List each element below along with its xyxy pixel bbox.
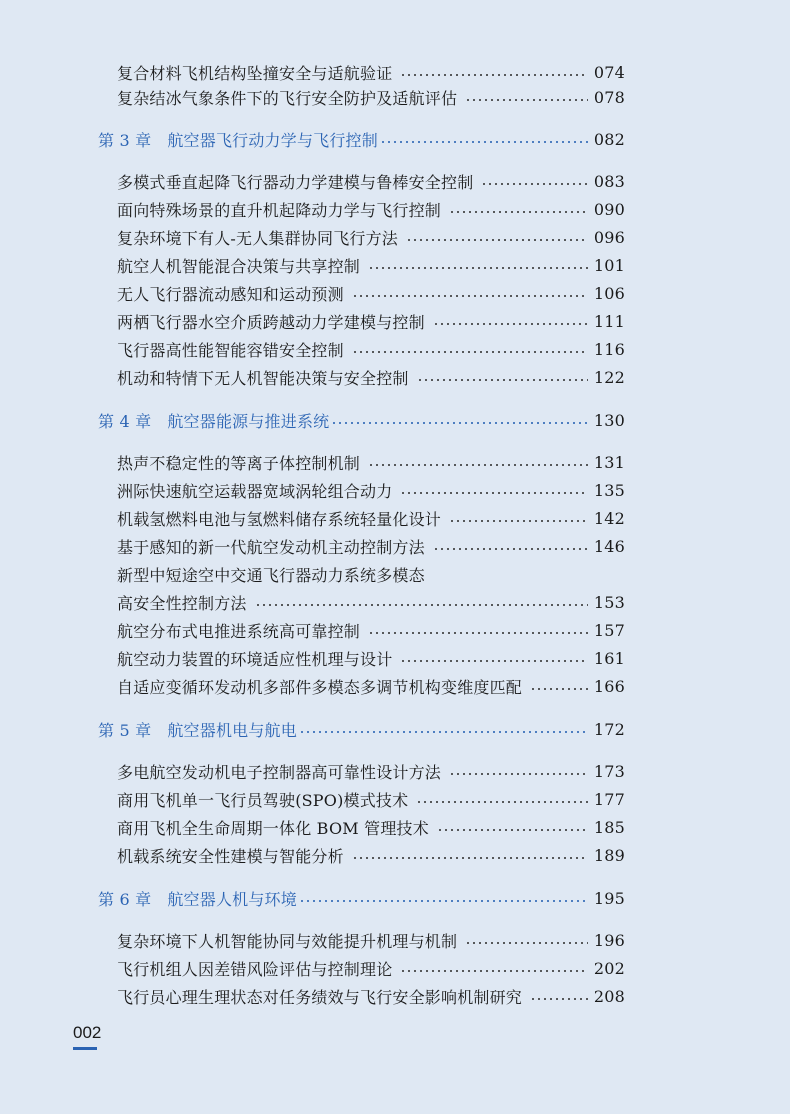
page-number-underline bbox=[73, 1047, 97, 1050]
toc-entry[interactable] bbox=[117, 532, 625, 560]
toc-entry-page: 116 bbox=[593, 339, 625, 359]
toc-entry[interactable] bbox=[117, 83, 625, 111]
chapter-number: 第 4 章 bbox=[98, 411, 152, 431]
toc-entry-line[interactable] bbox=[117, 560, 625, 588]
toc-chapter-3[interactable] bbox=[98, 125, 625, 153]
toc-entry-page: 166 bbox=[593, 676, 625, 696]
dot-leader bbox=[417, 379, 588, 381]
toc-entry-title: 航空动力装置的环境适应性机理与设计 bbox=[117, 649, 393, 669]
toc-entry-title: 复杂环境下有人-无人集群协同飞行方法 bbox=[117, 228, 399, 248]
toc-entry-title: 热声不稳定性的等离子体控制机制 bbox=[117, 453, 361, 473]
toc-entry[interactable] bbox=[117, 588, 625, 616]
toc-entry[interactable] bbox=[117, 616, 625, 644]
toc-entry-title: 机载系统安全性建模与智能分析 bbox=[117, 846, 344, 866]
toc-entry[interactable] bbox=[117, 335, 625, 363]
toc-entry-page: 078 bbox=[593, 87, 625, 107]
toc-entry-page: 111 bbox=[593, 311, 625, 331]
dot-leader bbox=[437, 829, 588, 831]
toc-chapter-4[interactable] bbox=[98, 406, 625, 434]
toc-entry[interactable] bbox=[117, 167, 625, 195]
toc-entry-title: 两栖飞行器水空介质跨越动力学建模与控制 bbox=[117, 312, 425, 332]
toc-entry-title: 机载氢燃料电池与氢燃料储存系统轻量化设计 bbox=[117, 509, 442, 529]
toc-entry-page: 122 bbox=[593, 367, 625, 387]
toc-entry-title: 飞行员心理生理状态对任务绩效与飞行安全影响机制研究 bbox=[117, 987, 523, 1007]
toc-entry-page: 083 bbox=[593, 171, 625, 191]
toc-entry[interactable] bbox=[117, 251, 625, 279]
toc-entry-title: 复杂结冰气象条件下的飞行安全防护及适航评估 bbox=[117, 88, 458, 108]
dot-leader bbox=[352, 351, 588, 353]
dot-leader bbox=[380, 141, 588, 143]
dot-leader bbox=[530, 998, 588, 1000]
toc-entry[interactable] bbox=[117, 476, 625, 504]
toc-entry[interactable] bbox=[117, 982, 625, 1010]
toc-entry-title: 自适应变循环发动机多部件多模态多调节机构变维度匹配 bbox=[117, 677, 523, 697]
toc-entry-title: 机动和特情下无人机智能决策与安全控制 bbox=[117, 368, 409, 388]
toc-entry-title: 面向特殊场景的直升机起降动力学与飞行控制 bbox=[117, 200, 442, 220]
dot-leader bbox=[400, 660, 587, 662]
page-number: 002 bbox=[73, 1023, 102, 1042]
toc-entry-page: 090 bbox=[593, 199, 625, 219]
toc-entry-title: 新型中短途空中交通飞行器动力系统多模态 bbox=[117, 565, 425, 585]
toc-entry-page: 131 bbox=[593, 452, 625, 472]
toc-entry-title: 洲际快速航空运载器宽域涡轮组合动力 bbox=[117, 481, 393, 501]
dot-leader bbox=[352, 857, 588, 859]
toc-entry[interactable] bbox=[117, 363, 625, 391]
dot-leader bbox=[352, 295, 588, 297]
dot-leader bbox=[449, 773, 588, 775]
toc-entry-page: 208 bbox=[593, 986, 625, 1006]
dot-leader bbox=[331, 422, 587, 424]
dot-leader bbox=[255, 604, 588, 606]
dot-leader bbox=[400, 970, 587, 972]
toc-entry-title: 多模式垂直起降飞行器动力学建模与鲁棒安全控制 bbox=[117, 172, 474, 192]
dot-leader bbox=[368, 632, 588, 634]
toc-entry-title: 飞行器高性能智能容错安全控制 bbox=[117, 340, 344, 360]
dot-leader bbox=[465, 99, 588, 101]
toc-entry-title: 无人飞行器流动感知和运动预测 bbox=[117, 284, 344, 304]
dot-leader bbox=[416, 801, 588, 803]
dot-leader bbox=[433, 548, 588, 550]
dot-leader bbox=[400, 74, 587, 76]
toc-entry-page: 189 bbox=[593, 845, 625, 865]
chapter-page: 130 bbox=[593, 410, 625, 430]
toc-entry[interactable] bbox=[117, 223, 625, 251]
toc-entry-title: 复杂环境下人机智能协同与效能提升机理与机制 bbox=[117, 931, 458, 951]
toc-entry[interactable] bbox=[117, 195, 625, 223]
dot-leader bbox=[299, 900, 588, 902]
toc-chapter-5[interactable] bbox=[98, 715, 625, 743]
toc-entry-title: 高安全性控制方法 bbox=[117, 593, 247, 613]
toc-entry[interactable] bbox=[117, 279, 625, 307]
dot-leader bbox=[406, 239, 588, 241]
toc-entry-page: 185 bbox=[593, 817, 625, 837]
toc-entry-page: 173 bbox=[593, 761, 625, 781]
toc-entry[interactable] bbox=[117, 58, 625, 86]
toc-entry-page: 101 bbox=[593, 255, 625, 275]
chapter-number: 第 5 章 bbox=[98, 720, 152, 740]
toc-entry[interactable] bbox=[117, 841, 625, 869]
dot-leader bbox=[400, 492, 587, 494]
toc-entry-page: 196 bbox=[593, 930, 625, 950]
toc-entry[interactable] bbox=[117, 813, 625, 841]
toc-entry[interactable] bbox=[117, 785, 625, 813]
dot-leader bbox=[299, 731, 588, 733]
toc-entry[interactable] bbox=[117, 926, 625, 954]
toc-entry-page: 157 bbox=[593, 620, 625, 640]
chapter-number: 第 6 章 bbox=[98, 889, 152, 909]
toc-entry-title: 多电航空发动机电子控制器高可靠性设计方法 bbox=[117, 762, 442, 782]
toc-entry-title: 飞行机组人因差错风险评估与控制理论 bbox=[117, 959, 393, 979]
toc-entry-page: 142 bbox=[593, 508, 625, 528]
chapter-page: 082 bbox=[593, 129, 625, 149]
chapter-number: 第 3 章 bbox=[98, 130, 152, 150]
chapter-title: 航空器能源与推进系统 bbox=[167, 411, 330, 431]
toc-entry-title: 航空分布式电推进系统高可靠控制 bbox=[117, 621, 361, 641]
toc-entry[interactable] bbox=[117, 644, 625, 672]
chapter-title: 航空器机电与航电 bbox=[167, 720, 297, 740]
toc-entry-title: 复合材料飞机结构坠撞安全与适航验证 bbox=[117, 63, 393, 83]
toc-entry-page: 106 bbox=[593, 283, 625, 303]
toc-entry-title: 航空人机智能混合决策与共享控制 bbox=[117, 256, 361, 276]
dot-leader bbox=[368, 464, 588, 466]
dot-leader bbox=[530, 688, 588, 690]
toc-entry[interactable] bbox=[117, 504, 625, 532]
chapter-page: 172 bbox=[593, 719, 625, 739]
toc-entry[interactable] bbox=[117, 448, 625, 476]
toc-entry[interactable] bbox=[117, 672, 625, 700]
toc-entry-title: 商用飞机单一飞行员驾驶(SPO)模式技术 bbox=[117, 790, 409, 810]
chapter-title: 航空器飞行动力学与飞行控制 bbox=[167, 130, 378, 150]
toc-entry-page: 146 bbox=[593, 536, 625, 556]
toc-chapter-6[interactable] bbox=[98, 884, 625, 912]
dot-leader bbox=[368, 267, 588, 269]
toc-entry-title: 商用飞机全生命周期一体化 BOM 管理技术 bbox=[117, 818, 429, 838]
toc-entry-page: 153 bbox=[593, 592, 625, 612]
dot-leader bbox=[449, 520, 588, 522]
toc-entry-page: 074 bbox=[593, 62, 625, 82]
dot-leader bbox=[433, 323, 588, 325]
dot-leader bbox=[449, 211, 588, 213]
toc-entry-page: 161 bbox=[593, 648, 625, 668]
chapter-title: 航空器人机与环境 bbox=[167, 889, 297, 909]
dot-leader bbox=[481, 183, 587, 185]
toc-entry[interactable] bbox=[117, 307, 625, 335]
dot-leader bbox=[465, 942, 588, 944]
toc-entry[interactable] bbox=[117, 954, 625, 982]
toc-entry-page: 202 bbox=[593, 958, 625, 978]
toc-entry-page: 135 bbox=[593, 480, 625, 500]
toc-entry-title: 基于感知的新一代航空发动机主动控制方法 bbox=[117, 537, 425, 557]
toc-entry-page: 096 bbox=[593, 227, 625, 247]
toc-entry[interactable] bbox=[117, 757, 625, 785]
chapter-page: 195 bbox=[593, 888, 625, 908]
toc-entry-page: 177 bbox=[593, 789, 625, 809]
